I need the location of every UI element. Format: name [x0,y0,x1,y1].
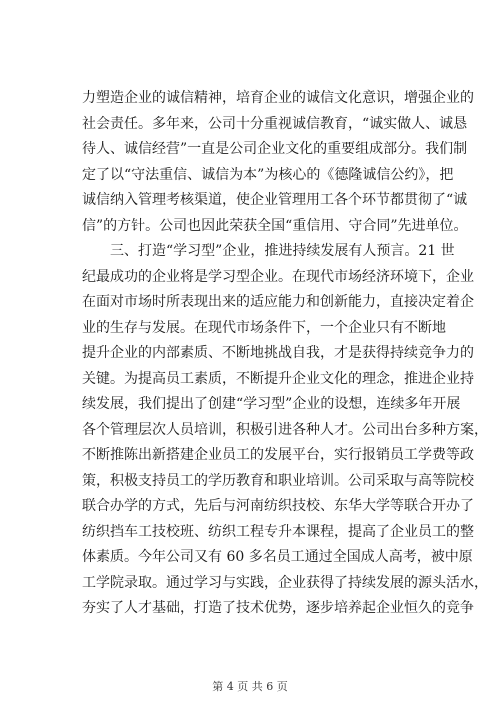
text-line: 各个管理层次人员培训，积极引进各种人才。公司出台多种方案， [82,421,488,438]
text-line: 关键。为提高员工素质，不断提升企业文化的理念，推进企业持 [82,370,474,387]
text-line: 定了以“守法重信、诚信为本”为核心的《德隆诚信公约》，把 [82,166,454,183]
section-heading-line: 三、打造“学习型”企业，推进持续发展有人预言。21 世 [110,243,455,259]
text-line: 体素质。今年公司又有 60 多名员工通过全国成人高考，被中原 [82,549,473,565]
text-line: 纪最成功的企业将是学习型企业。在现代市场经济环境下，企业 [82,268,474,285]
page-number-footer: 第 4 页 共 6 页 [212,680,288,693]
text-line: 信”的方针。公司也因此荣获全国“重信用、守合同”先进单位。 [82,217,468,234]
text-line: 力塑造企业的诚信精神，培育企业的诚信文化意识，增强企业的 [82,90,474,106]
text-line: 业的生存与发展。在现代市场条件下，一个企业只有不断地 [82,319,446,336]
text-line: 策，积极支持员工的学历教育和职业培训。公司采取与高等院校 [82,472,474,489]
text-line: 诚信纳入管理考核渠道，使企业管理用工各个环节都贯彻了“诚 [82,192,468,208]
text-line: 联合办学的方式，先后与河南纺织技校、东华大学等联合开办了 [82,498,474,514]
text-line: 工学院录取。通过学习与实践，企业获得了持续发展的源头活水， [82,574,488,591]
text-line: 纺织挡车工技校班、纺织工程专升本课程，提高了企业员工的整 [82,523,474,540]
text-line: 不断推陈出新搭建企业员工的发展平台，实行报销员工学费等政 [82,447,474,463]
text-line: 续发展，我们提出了创建“学习型”企业的设想，连续多年开展 [82,396,461,412]
text-line: 社会责任。多年来，公司十分重视诚信教育，“诚实做人、诚恳 [82,115,468,132]
text-line: 在面对市场时所表现出来的适应能力和创新能力，直接决定着企 [82,294,474,310]
body-text [82,86,488,622]
text-line: 夯实了人才基础，打造了技术优势，逐步培养起企业恒久的竞争 [82,600,474,616]
text-line: 提升企业的内部素质、不断地挑战自我，才是获得持续竞争力的 [82,345,474,361]
text-line: 待人、诚信经营”一直是公司企业文化的重要组成部分。我们制 [82,141,468,157]
